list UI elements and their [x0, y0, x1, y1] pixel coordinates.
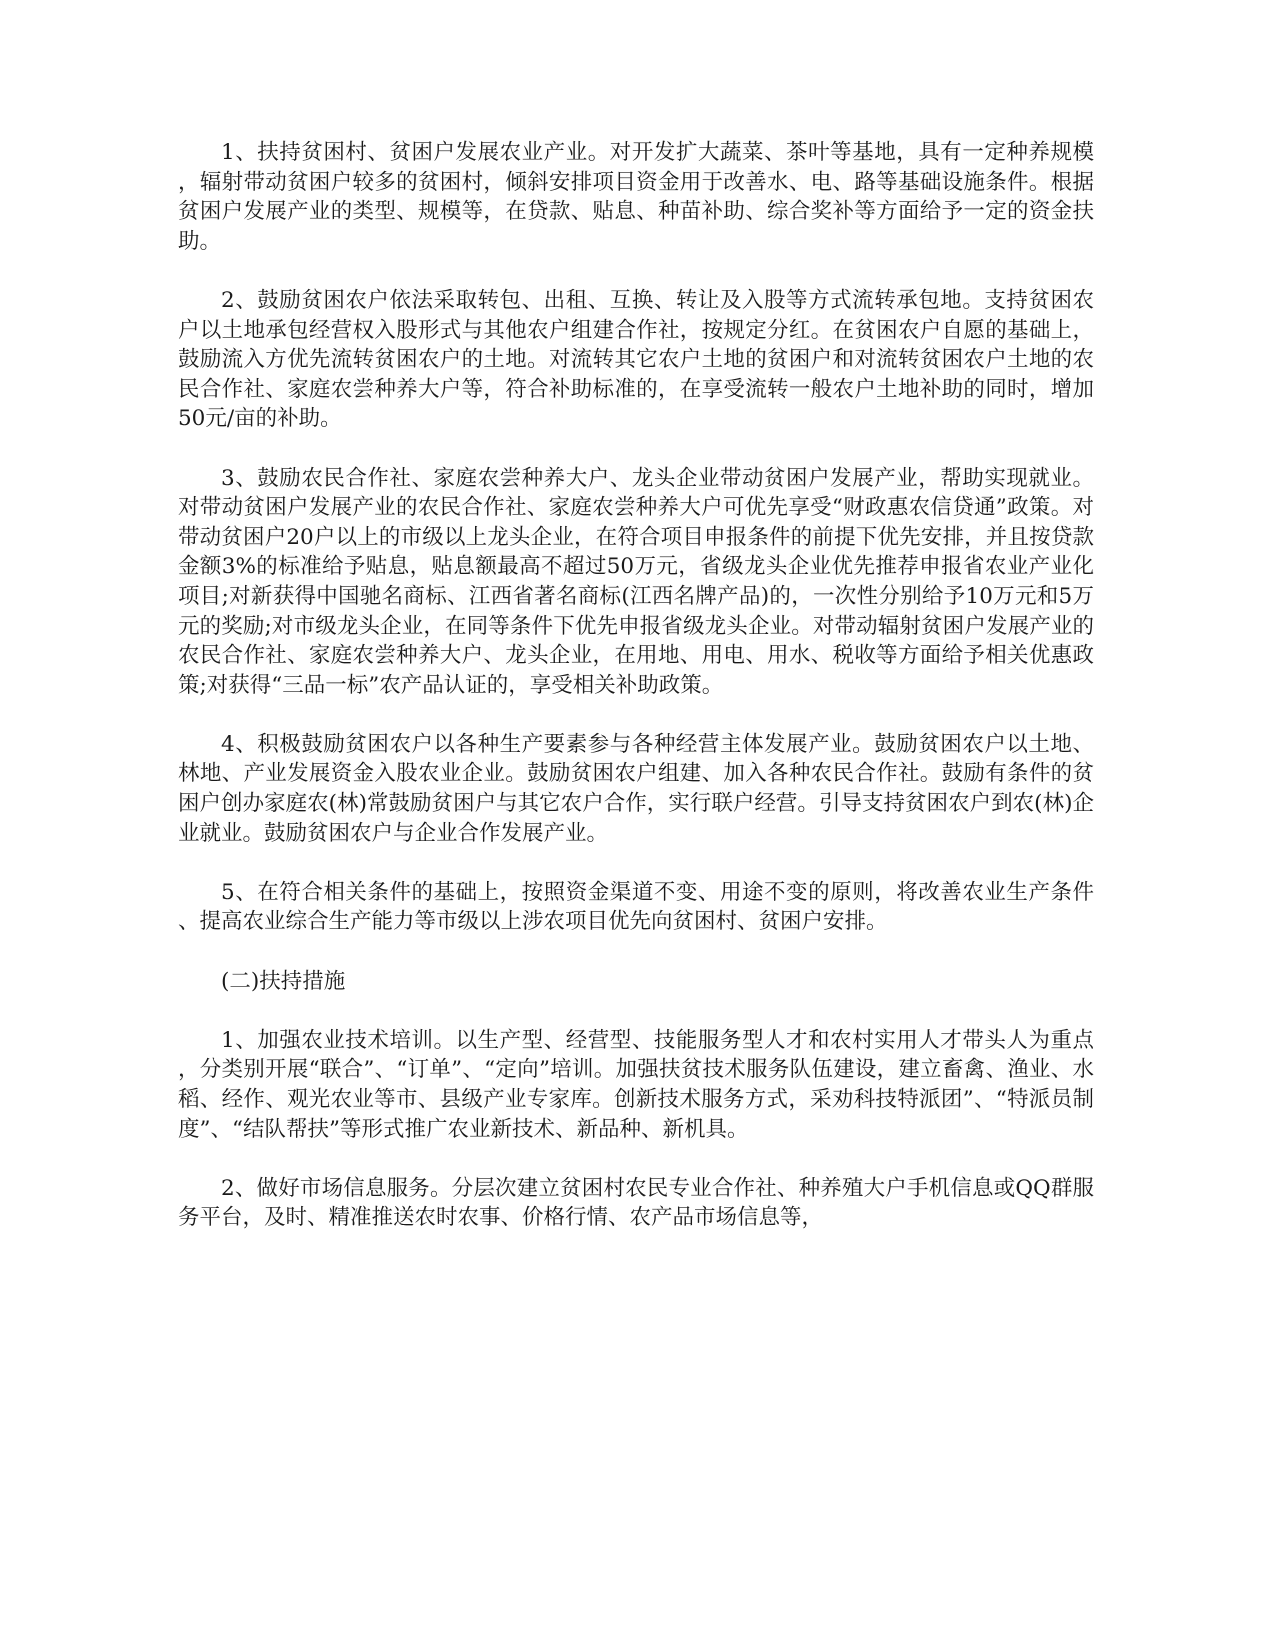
paragraph-3: 3、鼓励农民合作社、家庭农尝种养大户、龙头企业带动贫困户发展产业，帮助实现就业。对带动贫困户发展产业的农民合作社、家庭农尝种养大户可优先享受“财政惠农信贷通”政策。对带动贫困户20户以上的市级以上龙头企业，在符合项目申报条件的前提下优先安排，并且按贷款金额3%的标准给予贴息，贴息额最高不超过50万元，省级龙头企业优先推荐申报省农业产业化项目;对新获得中国驰名商标、江西省著名商标(江西名牌产品)的，一次性分别给予10万元和5万元的奖励;对市级龙头企业，在同等条件下优先申报省级龙头企业。对带动辐射贫困户发展产业的农民合作社、家庭农尝种养大户、龙头企业，在用地、用电、用水、税收等方面给予相关优惠政策;对获得“三品一标”农产品认证的，享受相关补助政策。 [178, 465, 1094, 698]
document-body [178, 138, 1094, 1263]
paragraph-6: 1、加强农业技术培训。以生产型、经营型、技能服务型人才和农村实用人才带头人为重点，分类别开展“联合”、“订单”、“定向”培训。加强扶贫技术服务队伍建设，建立畜禽、渔业、水稻、经作、观光农业等市、县级产业专家库。创新技术服务方式，采劝科技特派团”、“特派员制度”、“结队帮扶”等形式推广农业新技术、新品种、新机具。 [178, 1027, 1094, 1142]
paragraph-4: 4、积极鼓励贫困农户以各种生产要素参与各种经营主体发展产业。鼓励贫困农户以土地、林地、产业发展资金入股农业企业。鼓励贫困农户组建、加入各种农民合作社。鼓励有条件的贫困户创办家庭农(林)常鼓励贫困户与其它农户合作，实行联户经营。引导支持贫困农户到农(林)企业就业。鼓励贫困农户与企业合作发展产业。 [178, 731, 1094, 846]
section-heading: (二)扶持措施 [221, 968, 346, 994]
paragraph-7: 2、做好市场信息服务。分层次建立贫困村农民专业合作社、种养殖大户手机信息或QQ群服务平台，及时、精准推送农时农事、价格行情、农产品市场信息等， [178, 1175, 1094, 1231]
paragraph-1: 1、扶持贫困村、贫困户发展农业产业。对开发扩大蔬菜、茶叶等基地，具有一定种养规模，辐射带动贫困户较多的贫困村，倾斜安排项目资金用于改善水、电、路等基础设施条件。根据贫困户发展产业的类型、规模等，在贷款、贴息、种苗补助、综合奖补等方面给予一定的资金扶助。 [178, 140, 1094, 254]
paragraph-5: 5、在符合相关条件的基础上，按照资金渠道不变、用途不变的原则，将改善农业生产条件、提高农业综合生产能力等市级以上涉农项目优先向贫困村、贫困户安排。 [178, 879, 1094, 935]
paragraph-2: 2、鼓励贫困农户依法采取转包、出租、互换、转让及入股等方式流转承包地。支持贫困农户以土地承包经营权入股形式与其他农户组建合作社，按规定分红。在贫困农户自愿的基础上，鼓励流入方优先流转贫困农户的土地。对流转其它农户土地的贫困户和对流转贫困农户土地的农民合作社、家庭农尝种养大户等，符合补助标准的，在享受流转一般农户土地补助的同时，增加50元/亩的补助。 [178, 287, 1094, 432]
